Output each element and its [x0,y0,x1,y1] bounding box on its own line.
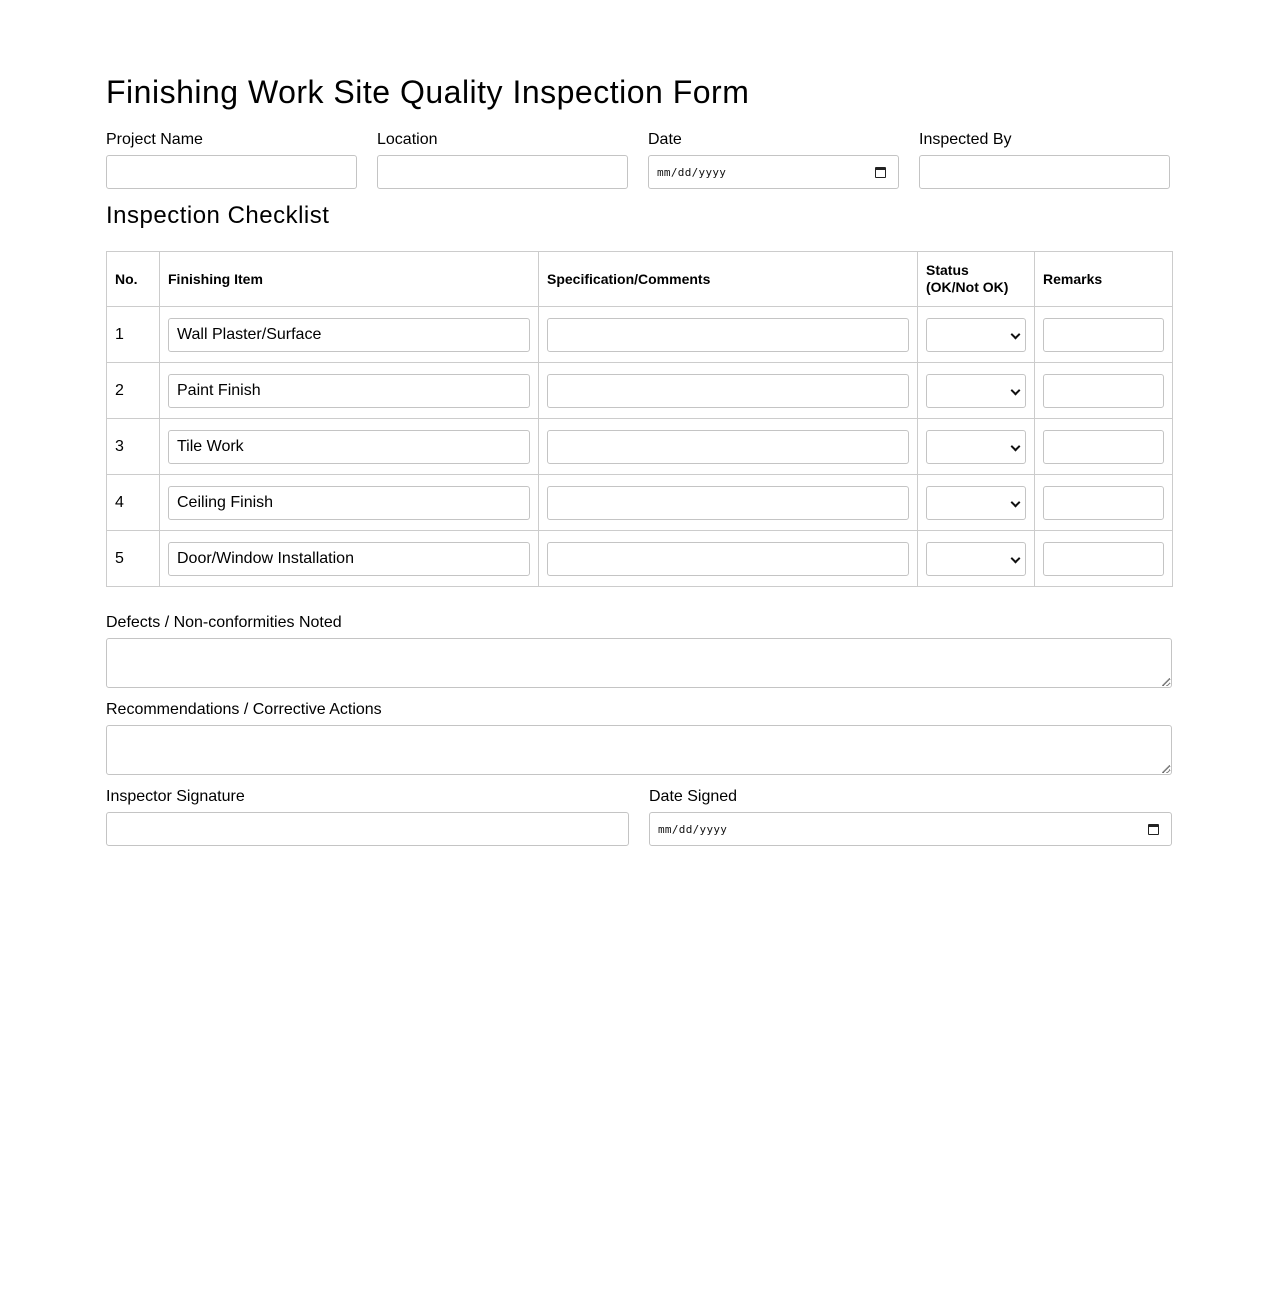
location-input[interactable] [377,155,628,189]
resize-grip-icon[interactable] [1162,765,1170,773]
specification-input[interactable] [547,542,909,576]
date-field [648,130,899,189]
location-label: Location [377,131,438,148]
project-name-input[interactable] [106,155,357,189]
status-select[interactable] [926,542,1026,576]
recommendations-textarea[interactable] [106,725,1172,775]
column-header-specification: Specification/Comments [539,252,918,307]
location-field [377,130,628,189]
calendar-icon[interactable] [1148,824,1159,835]
inspection-checklist-table [106,251,1173,587]
table-row [107,531,1173,587]
recommendations-section [106,700,1172,775]
date-signed-field [649,787,1172,846]
inspector-signature-field [106,787,629,846]
status-select[interactable] [926,318,1026,352]
column-header-remarks: Remarks [1035,252,1173,307]
project-name-field [106,130,357,189]
finishing-item-input[interactable] [168,430,530,464]
page-title: Finishing Work Site Quality Inspection Form [106,74,750,110]
chevron-down-icon [1011,497,1021,507]
finishing-item-input[interactable] [168,542,530,576]
column-header-no: No. [107,252,160,307]
remarks-input[interactable] [1043,542,1164,576]
row-number: 1 [107,307,160,363]
finishing-item-input[interactable] [168,486,530,520]
remarks-input[interactable] [1043,430,1164,464]
date-signed-input[interactable] [649,812,1172,846]
status-header-line2: (OK/Not OK) [926,279,1009,295]
date-label: Date [648,131,682,148]
row-number: 2 [107,363,160,419]
chevron-down-icon [1011,385,1021,395]
remarks-input[interactable] [1043,486,1164,520]
defects-textarea[interactable] [106,638,1172,688]
status-header-line1: Status [926,262,969,278]
date-signed-label: Date Signed [649,788,738,805]
defects-section [106,613,1172,688]
table-row [107,363,1173,419]
chevron-down-icon [1011,441,1021,451]
row-number: 3 [107,419,160,475]
resize-grip-icon[interactable] [1162,678,1170,686]
specification-input[interactable] [547,486,909,520]
defects-label: Defects / Non-conformities Noted [106,614,342,631]
specification-input[interactable] [547,430,909,464]
header-fields [106,130,1172,189]
row-number: 5 [107,531,160,587]
table-row [107,307,1173,363]
status-select[interactable] [926,486,1026,520]
remarks-input[interactable] [1043,374,1164,408]
column-header-status [918,252,1035,307]
signature-row [106,787,1172,846]
status-select[interactable] [926,430,1026,464]
table-row [107,419,1173,475]
finishing-item-input[interactable] [168,318,530,352]
table-row [107,475,1173,531]
calendar-icon[interactable] [875,167,886,178]
specification-input[interactable] [547,318,909,352]
chevron-down-icon [1011,553,1021,563]
remarks-input[interactable] [1043,318,1164,352]
inspected-by-field [919,130,1170,189]
specification-input[interactable] [547,374,909,408]
date-placeholder: mm/dd/yyyy [657,165,727,179]
table-header-row [107,252,1173,307]
inspected-by-input[interactable] [919,155,1170,189]
inspected-by-label: Inspected By [919,131,1012,148]
checklist-heading: Inspection Checklist [106,202,330,229]
inspector-signature-label: Inspector Signature [106,788,245,805]
inspector-signature-input[interactable] [106,812,629,846]
recommendations-label: Recommendations / Corrective Actions [106,701,382,718]
finishing-item-input[interactable] [168,374,530,408]
date-signed-placeholder: mm/dd/yyyy [658,822,728,836]
column-header-finishing-item: Finishing Item [160,252,539,307]
date-input[interactable] [648,155,899,189]
row-number: 4 [107,475,160,531]
project-name-label: Project Name [106,131,203,148]
chevron-down-icon [1011,329,1021,339]
status-select[interactable] [926,374,1026,408]
